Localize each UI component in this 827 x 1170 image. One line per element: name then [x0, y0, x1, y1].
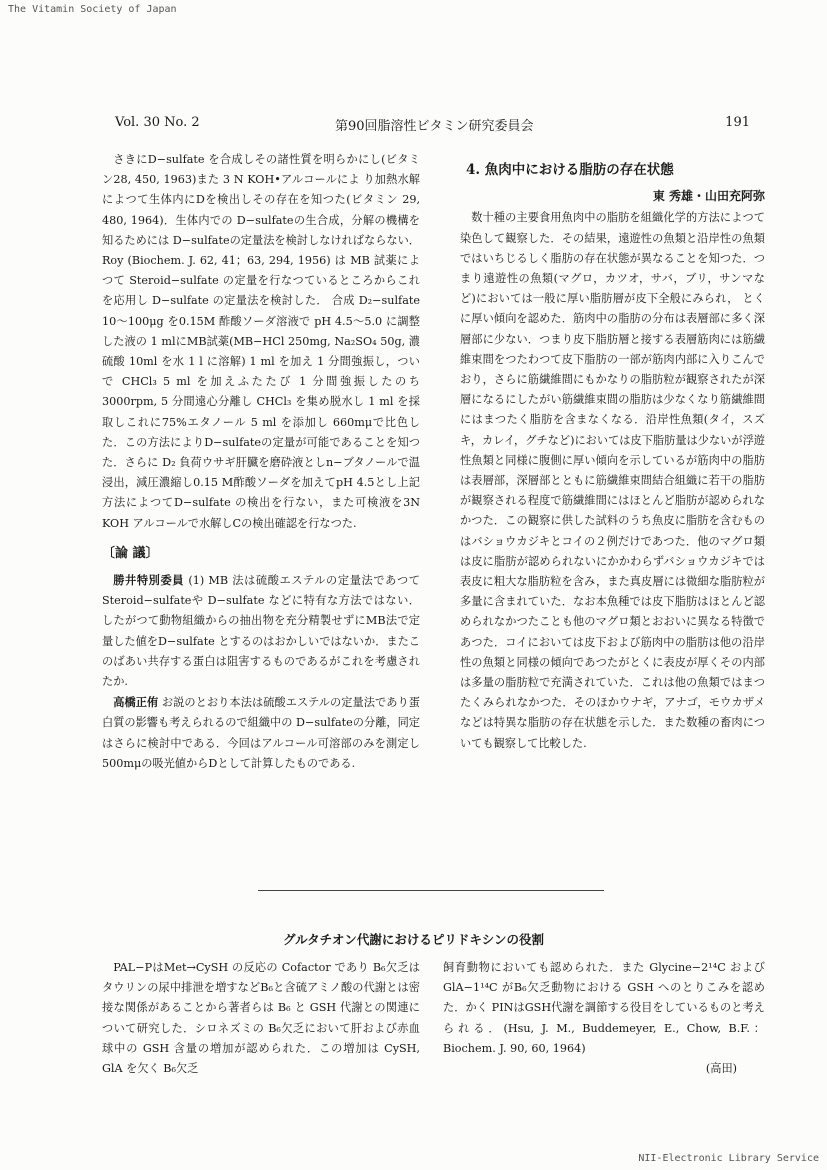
answer-paragraph: [102, 692, 420, 774]
answer-speaker: 高橋正侑: [113, 695, 159, 710]
page-number: 191: [725, 115, 750, 130]
conference-title: 第90回脂溶性ビタミン研究委員会: [335, 119, 534, 134]
abstract-left-text: PAL−PはMet→CySH の反応の Cofactor であり B₆欠乏はタウリンの尿中排泄を増すなどB₆と含硫アミノ酸の代謝とは密接な関係があることから著者らは B₆ と GSH 代謝との関連について研究した．シロネズミの B₆欠乏において肝および赤血球中の GSH 含量の増加が認められた．この増加は CySH, GlA を欠く B₆欠乏: [102, 961, 420, 1076]
article-title: 4. 魚肉中における脂肪の存在状態: [466, 162, 674, 178]
intro-paragraph: さきにD−sulfate を合成しその諸性質を明らかにし(ビタミン28, 450, 1963)また 3 N KOH•アルコールによ り加熱水解によつて生体内にDを検出しその存在を知つた(ビタミン 29, 480, 1964)．生体内での D−sulfateの生合成，分解の機構を知るためには D−sulfateの定量法を検討しなければならない．Roy (Biochem. J. 62, 41；63, 294, 1956) は MB 試薬によつて Steroid−sulfate の定量を行なつているところからこれを応用し D−sulfate の定量法を検討した． 合成 D₂−sulfate 10〜100μg を0.15M 酢酸ソーダ溶液で pH 4.5〜5.0 に調整した液の 1 mlにMB試薬(MB−HCl 250mg, Na₂SO₄ 50g, 濃硫酸 10ml を水 1 l に溶解) 1 ml を加え 1 分間強振し，ついで CHCl₃ 5 ml を加えふたたび 1 分間強振したのち 3000rpm, 5 分間遠心分離し CHCl₃ を集め脱水し 1 ml を採取しこれに75%エタノール 5 ml を添加し 660mμで比色した．この方法によりD−sulfateの定量が可能であることを知つた．さらに D₂ 負荷ウサギ肝臓を磨砕液としn−ブタノールで温浸出，減圧濃縮し0.15 M酢酸ソーダを加えてpH 4.5とし上記方法によつてD−sulfate の検出を行ない，また可検液を3N KOH アルコールで水解しCの検出確認を行なつた.: [102, 153, 420, 530]
right-column: [460, 160, 765, 754]
section-divider: [258, 890, 604, 891]
article-body: 数十種の主要食用魚肉中の脂肪を組織化学的方法によつて染色して観察した．その結果，遠遊性の魚類と沿岸性の魚類ではいちじるしく脂肪の存在状態が異なることを知つた．つまり遠遊性の魚類(マグロ，カツオ，サバ，ブリ，サンマなど)においては一般に厚い脂肪層が皮下全般にみられ， とくに厚い傾向を認めた．筋肉中の脂肪の分布は表層部に多く深層部に少ない．つまり皮下脂肪層と接する表層筋肉には筋繊維束間をつたわつて皮下脂肪の一部が筋肉内部に入りこんでおり，さらに筋繊維間にもかなりの脂肪粒が観察されたが深層になるにしたがい筋繊維束間の脂肪は少なくなり筋繊維間にはまつたく脂肪を含まなくなる．沿岸性魚類(タイ，スズキ，カレイ，グチなど)においては皮下脂肪量は少ないが浮遊性魚類と同様に腹側に厚い傾向を示しているが筋肉中の脂肪は表層部，深層部とともに筋繊維束間結合組織に若干の脂肪が観察される程度で筋繊維間にはほとんど脂肪が認められなかつた．この観察に供した試料のうち魚皮に脂肪を含むものはバショウカジキとコイの２例だけであつた．他のマグロ類は皮に脂肪が認められないにかかわらずバショウカジキでは表皮に粗大な脂肪粒を含み，また真皮層には微細な脂肪粒が多量に含まれていた．なお本魚種では皮下脂肪はほとんど認められなかつたことも他のマグロ類とおおいに異なる特徴であつた．コイにおいては皮下および筋肉中の脂肪は他の沿岸性の魚類と同様の傾向であつたがとくに表皮が厚くその内部は多量の脂肪粒で充満されていた．これは他の魚類ではまつたくみられなかつた．そのほかウナギ，アナゴ，モウカザメなどは特異な脂肪の存在状態を示した．また数種の畜肉についても観察して比較した.: [460, 211, 765, 750]
library-watermark: NII-Electronic Library Service: [638, 1153, 819, 1164]
abstract-signature: (高田): [705, 1062, 737, 1076]
question-speaker: 勝井特別委員: [113, 573, 185, 588]
discussion-heading: 〔論 議〕: [102, 545, 159, 561]
left-column: [102, 150, 420, 774]
abstract-right-column: [443, 958, 765, 1079]
question-text: (1) MB 法は硫酸エステルの定量法であつてSteroid−sulfateや D−sulfate などに特有な方法ではない．したがつて動物組織からの抽出物を充分精製せずにMB法で定量した値をD−sulfate とするのはおかしいではないか．またこのばあい共存する蛋白は阻害するものであるがこれを考慮されたか.: [102, 574, 420, 689]
volume-label: Vol. 30 No. 2: [115, 115, 200, 130]
abstract-title: グルタチオン代謝におけるピリドキシンの役割: [283, 932, 544, 947]
page-header: [115, 115, 750, 135]
question-paragraph: [102, 570, 420, 692]
society-watermark: The Vitamin Society of Japan: [8, 4, 177, 15]
article-authors: 東 秀雄・山田充阿弥: [652, 189, 765, 204]
answer-text: お説のとおり本法は硫酸エステルの定量法であり蛋白質の影響も考えられるので組織中の D−sulfateの分離，同定はさらに検討中である．今回はアルコール可溶部のみを測定し500mμの吸光値からDとして計算したものである.: [102, 696, 420, 770]
abstract-right-text: 飼育動物においても認められた．また Glycine−2¹⁴C およびGlA−1¹⁴C がB₆欠乏動物における GSH へのとりこみを認めた．かく PINはGSH代謝を調節する役目をしているものと考えられる．(Hsu, J. M., Buddemeyer, E., Chow, B.F.：Biochem. J. 90, 60, 1964): [443, 961, 765, 1055]
abstract-left-column: [102, 958, 420, 1079]
